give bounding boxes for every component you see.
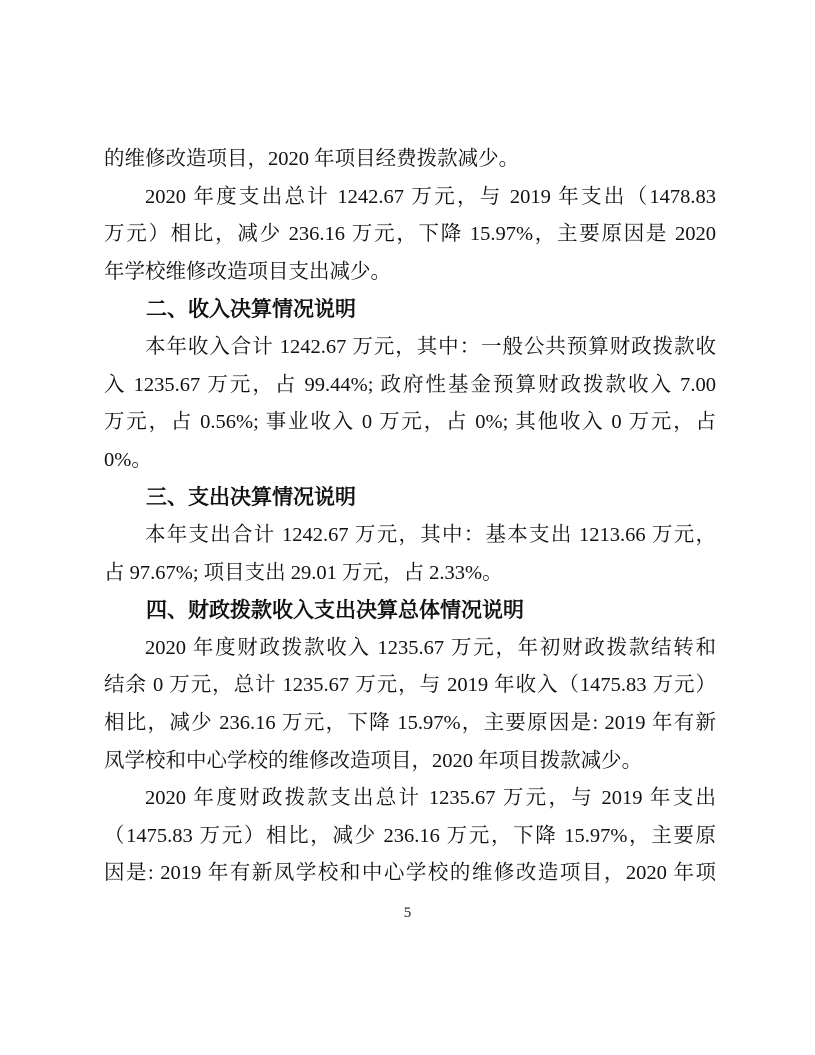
paragraph-line: 入 1235.67 万元，占 99.44%; 政府性基金预算财政拨款收入 7.00	[104, 373, 716, 396]
paragraph-line: 年学校维修改造项目支出减少。	[104, 260, 391, 283]
paragraph-line: 2020 年度财政拨款支出总计 1235.67 万元，与 2019 年支出	[145, 787, 716, 810]
paragraph-line: 万元）相比，减少 236.16 万元，下降 15.97%，主要原因是 2020	[104, 223, 716, 246]
paragraph-line: 的维修改造项目，2020 年项目经费拨款减少。	[104, 148, 520, 170]
section-heading-expenditure: 三、支出决算情况说明	[146, 486, 356, 510]
paragraph-line: 0%。	[104, 448, 152, 471]
paragraph-line: 万元，占 0.56%; 事业收入 0 万元，占 0%; 其他收入 0 万元，占	[104, 411, 716, 434]
paragraph-line: 2020 年度财政拨款收入 1235.67 万元，年初财政拨款结转和	[145, 636, 716, 659]
section-heading-fiscal-appropriation: 四、财政拨款收入支出决算总体情况说明	[146, 599, 524, 623]
paragraph-line: 凤学校和中心学校的维修改造项目，2020 年项目拨款减少。	[104, 749, 643, 772]
paragraph-line: 本年收入合计 1242.67 万元，其中：一般公共预算财政拨款收	[145, 335, 716, 358]
paragraph-line: 2020 年度支出总计 1242.67 万元，与 2019 年支出（1478.83	[145, 185, 716, 208]
paragraph-line: 相比，减少 236.16 万元，下降 15.97%，主要原因是: 2019 年有新	[104, 711, 716, 734]
section-heading-income: 二、收入决算情况说明	[146, 298, 356, 322]
document-body	[104, 141, 716, 893]
paragraph-line: 本年支出合计 1242.67 万元，其中：基本支出 1213.66 万元，	[145, 523, 716, 546]
page-number: 5	[403, 905, 412, 921]
paragraph-line: 结余 0 万元，总计 1235.67 万元，与 2019 年收入（1475.83 万元）	[104, 674, 716, 697]
paragraph-line: 占 97.67%; 项目支出 29.01 万元，占 2.33%。	[104, 561, 503, 584]
paragraph-line: （1475.83 万元）相比，减少 236.16 万元，下降 15.97%，主要原	[104, 824, 716, 847]
paragraph-line: 因是: 2019 年有新凤学校和中心学校的维修改造项目，2020 年项	[104, 862, 716, 885]
